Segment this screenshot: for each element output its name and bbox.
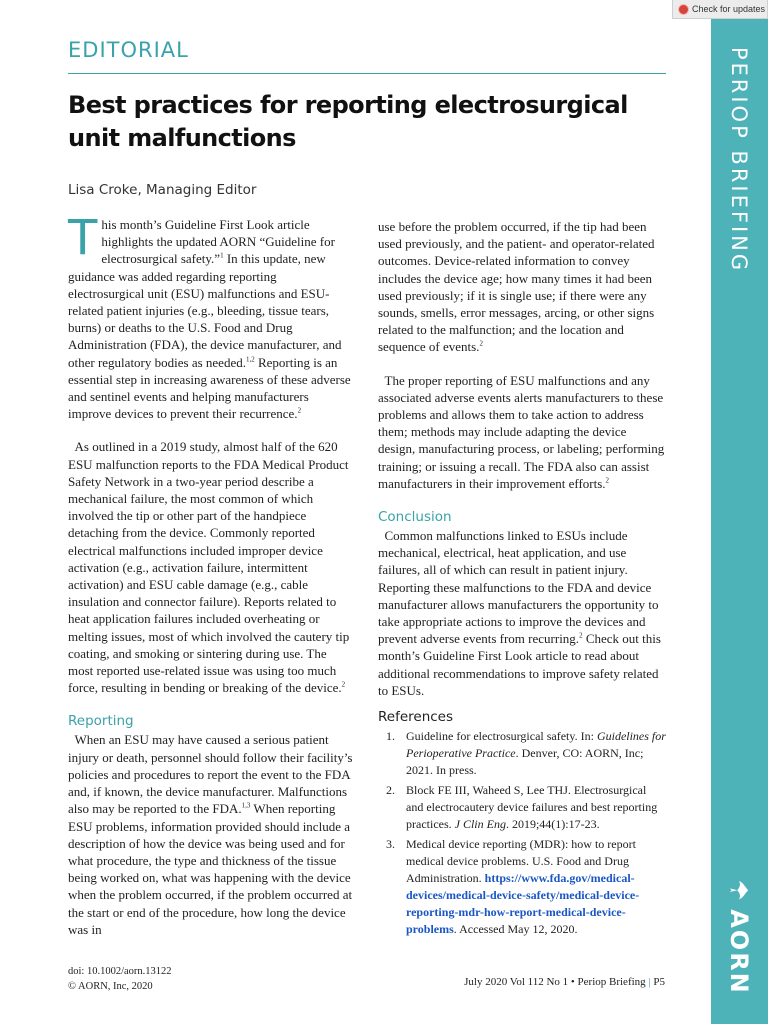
issue-info: July 2020 Vol 112 No 1 xyxy=(464,976,569,988)
reference-item: 3. Medical device reporting (MDR): how to report medical device problems. U.S. Food and Drug Administration. https://www.fda.gov/medical-devices/medical-device-safety/medical-device-reporting-mdr-how-report-medical-device-problems. Accessed May 12, 2020. xyxy=(386,837,640,937)
fda-mdr-link[interactable]: https://www.fda.gov/medical-devices/medical-device-safety/medical-device-reporting-mdr-how-report-medical-device-problems xyxy=(406,871,640,937)
aorn-bird-icon xyxy=(728,879,750,901)
copyright-text: © AORN, Inc, 2020 xyxy=(68,981,153,992)
heading-reporting: Reporting xyxy=(68,713,134,730)
aorn-logo-text: AORN xyxy=(725,909,753,995)
author-line: Lisa Croke, Managing Editor xyxy=(68,182,257,198)
paragraph-intro: This month’s Guideline First Look article highlights the updated AORN “Guideline for electrosurgical safety.”$^1$ In this update, new guidance was added regarding reporting electrosurgical unit (ESU) malfunctions and ESU-related patient injuries (e.g., bleeding, tissue tears, burns) or deaths to the U.S. Food and Drug Administration (FDA), the device manufacturer, and other regulatory bodies as needed.$^{1,2}$ Reporting is an essential step in increasing awareness of these adverse and sentinel events and helping manufacturers improve devices to prevent their recurrence.$^2$ xyxy=(68,210,351,422)
section-kicker: EDITORIAL xyxy=(68,38,189,62)
check-for-updates-label: Check for updates xyxy=(692,4,766,14)
journal-name: Periop Briefing xyxy=(577,976,646,988)
references-heading: References xyxy=(378,709,454,726)
sidebar-title: PERIOP BRIEFING xyxy=(727,46,751,274)
page-number: P5 xyxy=(653,976,665,988)
paragraph-reporting-cont: use before the problem occurred, if the tip had been used previously, and the patient- and operator-related outcomes. Device-related information to convey includes the device age; how many times it had been used previously; if it is single use; if there were any sounds, smells, error messages, arcing, or other signs related to the malfunction; and the location and sequence of events.$^2$ xyxy=(378,219,655,355)
doi-block xyxy=(68,964,172,994)
page-footer: July 2020 Vol 112 No 1 • Periop Briefing | P5 xyxy=(464,976,665,988)
left-column xyxy=(68,210,354,938)
drop-cap: T xyxy=(68,210,98,266)
reference-item: 2. Block FE III, Waheed S, Lee THJ. Electrosurgical and electrocautery device failures and best reporting practices. J Clin Eng. 2019;44(1):17-23. xyxy=(386,783,658,832)
heading-conclusion: Conclusion xyxy=(378,509,452,526)
references-list xyxy=(378,728,666,938)
doi-text: doi: 10.1002/aorn.13122 xyxy=(68,966,172,977)
check-for-updates-badge[interactable] xyxy=(672,0,768,19)
article-title: Best practices for reporting electrosurgical unit malfunctions xyxy=(68,91,628,152)
right-column xyxy=(378,218,666,941)
aorn-logo xyxy=(725,879,753,995)
paragraph-reporting: When an ESU may have caused a serious patient injury or death, personnel should follow their facility’s policies and procedures to report the event to the FDA and, if known, the device manufacturer. Malfunctions also may be reported to the FDA.$^{1,3}$ When reporting ESU problems, information provided should include a description of how the device was being used and for what procedure, the type and thickness of the tissue being worked on, what was happening with the device when the problem occurred, if the problem occurred at the start or end of the procedure, how long the device was in xyxy=(68,732,353,937)
reference-item: 1. Guideline for electrosurgical safety. In: Guidelines for Perioperative Practice. Denver, CO: AORN, Inc; 2021. In press. xyxy=(386,729,666,778)
paragraph-study: As outlined in a 2019 study, almost half of the 620 ESU malfunction reports to the FDA Medical Product Safety Network in a two-year period describe a mechanical failure, the most common of which involved the tip or other part of the handpiece detaching from the device. Commonly reported electrical malfunctions included improper device activation (e.g., activation failure, intermittent activation) and ESU cable damage (e.g., cable insulation and connector failure). Reports related to heat application failures included overheating or melting issues, most of which involved the cautery tip coating, and smoking or sintering during use. The most reported use-related issue was using too much force, resulting in bending or breaking of the device.$^2$ xyxy=(68,439,350,696)
header-rule xyxy=(68,73,666,74)
paragraph-conclusion: Common malfunctions linked to ESUs include mechanical, electrical, heat application, and use failures, all of which can result in patient injury. Reporting these malfunctions to the FDA and device manufacturer allows manufacturers the opportunity to take appropriate actions to improve the devices and prevent adverse events from recurring.$^2$ Check out this month’s Guideline First Look article to read about additional recommendations to improve safety related to ESUs. xyxy=(378,528,661,698)
paragraph-proper-reporting: The proper reporting of ESU malfunctions and any associated adverse events alerts manufacturers to these problems and allows them to take action to address them; methods may include adapting the device design, manufacturing process, or labeling; performing training; or issuing a recall. The FDA also can assist manufacturers in their improvement efforts.$^2$ xyxy=(378,372,665,491)
update-icon xyxy=(678,4,689,15)
